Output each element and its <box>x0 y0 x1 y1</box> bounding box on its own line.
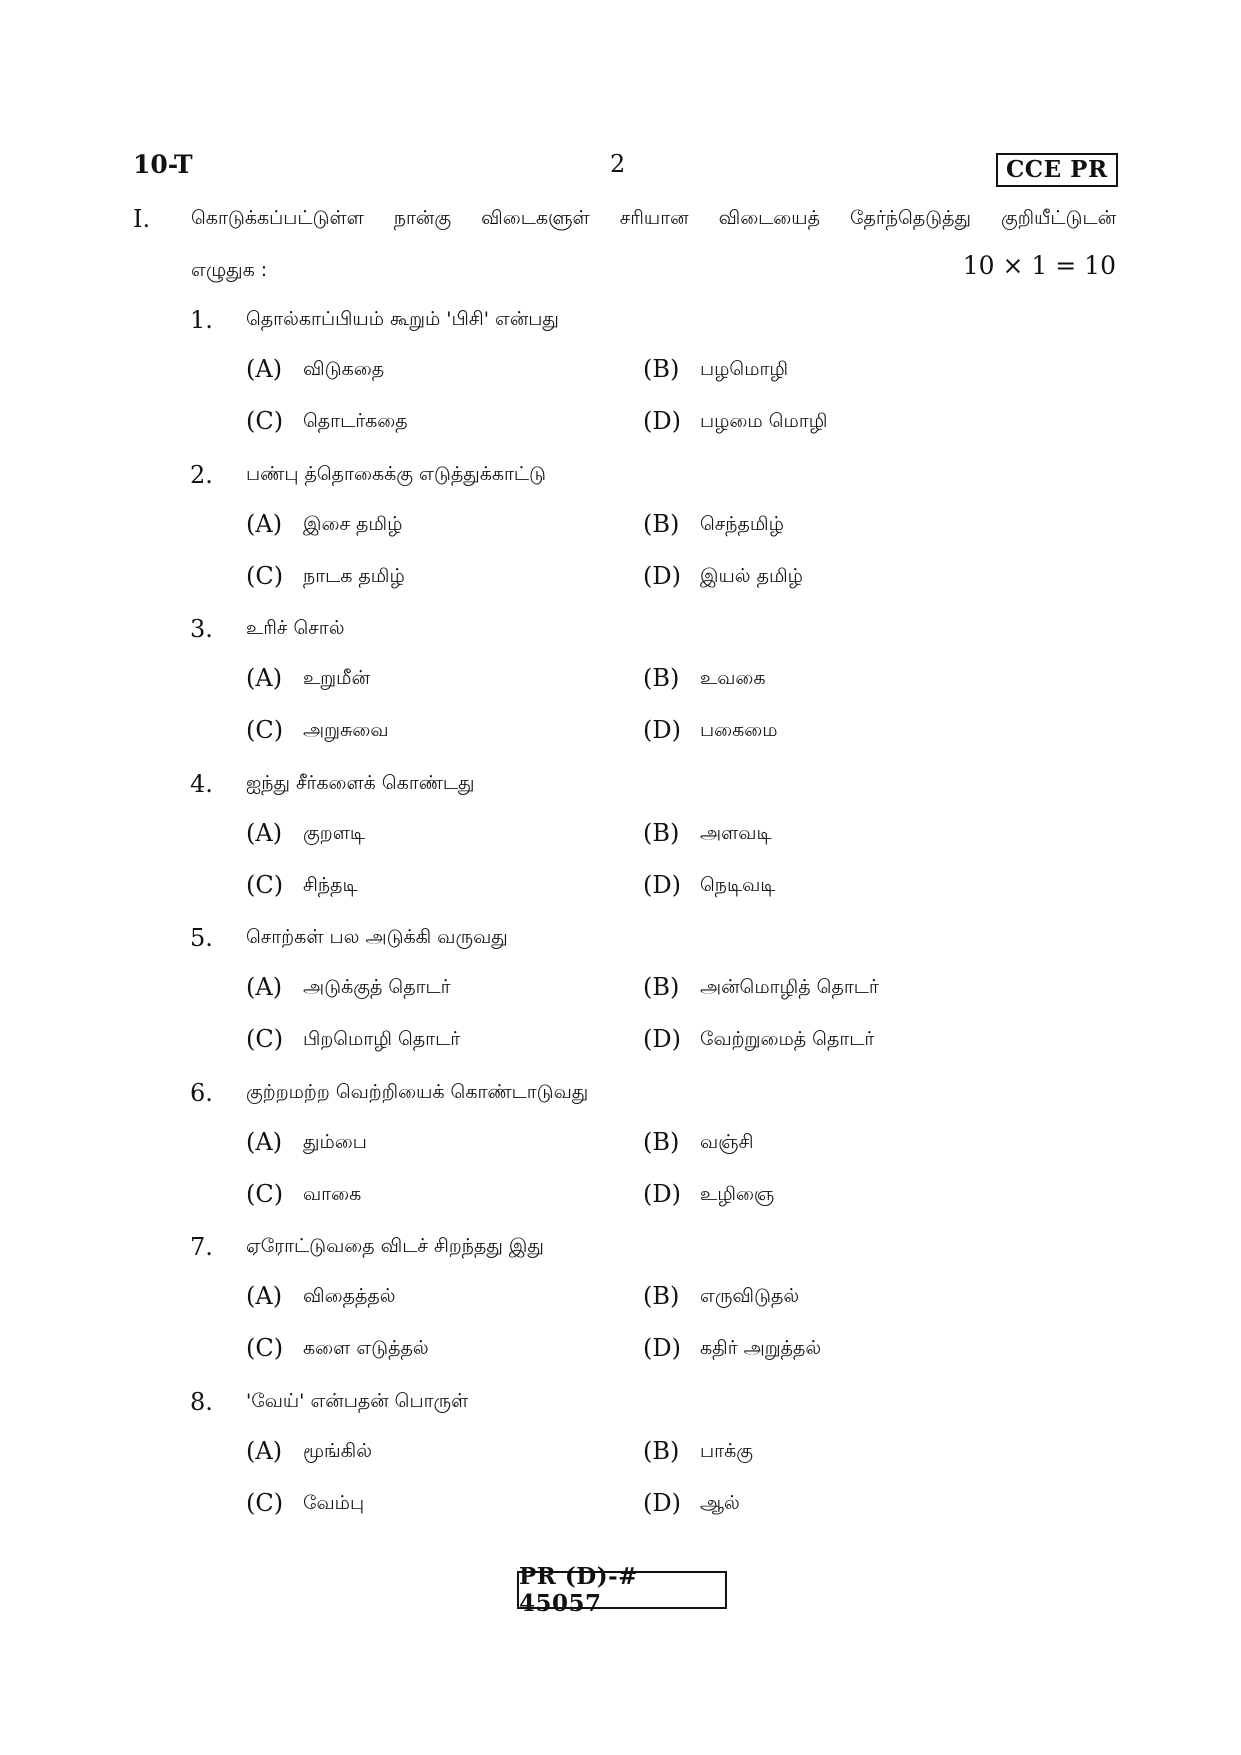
option-text: களை எடுத்தல் <box>303 1337 429 1359</box>
instruction-line-2: எழுதுக : <box>191 259 268 281</box>
page-number: 2 <box>610 150 626 178</box>
question-item <box>0 306 1241 463</box>
option-text: சிந்தடி <box>303 874 358 896</box>
question-item <box>0 924 1241 1081</box>
question-item <box>0 1233 1241 1390</box>
option-text: உறுமீன் <box>303 667 370 689</box>
question-number: 6. <box>190 1079 213 1107</box>
option-text: அளவடி <box>700 822 772 844</box>
option-key: (A) <box>246 1437 283 1465</box>
question-number: 7. <box>190 1233 213 1261</box>
option-key: (C) <box>246 871 284 899</box>
option-text: அடுக்குத் தொடர் <box>303 976 451 998</box>
question-number: 4. <box>190 770 213 798</box>
question-text: 'வேய்' என்பதன் பொருள் <box>246 1390 469 1412</box>
option-key: (A) <box>246 973 283 1001</box>
question-text: தொல்காப்பியம் கூறும் 'பிசி' என்பது <box>246 308 559 330</box>
option-key: (D) <box>643 407 681 435</box>
option-text: எருவிடுதல் <box>700 1285 800 1307</box>
option-text: வாகை <box>303 1183 362 1205</box>
option-key: (D) <box>643 871 681 899</box>
option-text: விதைத்தல் <box>303 1285 396 1307</box>
option-key: (B) <box>643 1128 680 1156</box>
option-text: வேம்பு <box>303 1492 365 1514</box>
option-text: தொடர்கதை <box>303 410 408 432</box>
option-key: (A) <box>246 510 283 538</box>
option-text: நாடக தமிழ் <box>303 565 405 587</box>
option-text: விடுகதை <box>303 358 385 380</box>
option-key: (C) <box>246 1025 284 1053</box>
option-key: (A) <box>246 1282 283 1310</box>
question-item <box>0 615 1241 772</box>
option-key: (C) <box>246 562 284 590</box>
question-number: 8. <box>190 1388 213 1416</box>
question-text: சொற்கள் பல அடுக்கி வருவது <box>246 926 508 948</box>
option-text: இயல் தமிழ் <box>700 565 803 587</box>
section-number: I. <box>133 205 151 233</box>
option-key: (D) <box>643 1025 681 1053</box>
paper-code: 10-T <box>133 150 193 179</box>
option-key: (A) <box>246 664 283 692</box>
option-key: (C) <box>246 1334 284 1362</box>
option-key: (A) <box>246 819 283 847</box>
footer-box-label: PR (D)-# 45057 <box>517 1571 727 1609</box>
option-text: கதிர் அறுத்தல் <box>700 1337 822 1359</box>
option-key: (A) <box>246 1128 283 1156</box>
option-key: (B) <box>643 355 680 383</box>
question-number: 5. <box>190 924 213 952</box>
question-item <box>0 461 1241 618</box>
option-text: பகைமை <box>700 719 778 741</box>
question-number: 3. <box>190 615 213 643</box>
option-text: நெடிவடி <box>700 874 776 896</box>
option-text: வேற்றுமைத் தொடர் <box>700 1028 875 1050</box>
option-text: பழமொழி <box>700 358 789 380</box>
option-key: (A) <box>246 355 283 383</box>
option-key: (D) <box>643 716 681 744</box>
header-box-label: CCE PR <box>996 153 1118 187</box>
option-key: (B) <box>643 819 680 847</box>
option-text: செந்தமிழ் <box>700 513 784 535</box>
option-key: (B) <box>643 510 680 538</box>
option-text: தும்பை <box>303 1131 367 1153</box>
option-key: (D) <box>643 562 681 590</box>
option-key: (B) <box>643 664 680 692</box>
option-text: பாக்கு <box>700 1440 753 1462</box>
option-key: (D) <box>643 1489 681 1517</box>
option-text: உவகை <box>700 667 766 689</box>
option-text: மூங்கில் <box>303 1440 373 1462</box>
option-text: இசை தமிழ் <box>303 513 403 535</box>
marks-allocation: 10 × 1 = 10 <box>962 251 1116 280</box>
option-text: குறளடி <box>303 822 365 844</box>
option-text: அறுசுவை <box>303 719 389 741</box>
question-item <box>0 1079 1241 1236</box>
option-key: (C) <box>246 1489 284 1517</box>
question-text: பண்பு த்தொகைக்கு எடுத்துக்காட்டு <box>246 463 547 485</box>
option-text: வஞ்சி <box>700 1131 754 1153</box>
option-key: (D) <box>643 1334 681 1362</box>
question-number: 1. <box>190 306 213 334</box>
option-text: அன்மொழித் தொடர் <box>700 976 879 998</box>
option-text: பழமை மொழி <box>700 410 828 432</box>
question-item <box>0 770 1241 927</box>
option-key: (C) <box>246 407 284 435</box>
option-key: (B) <box>643 973 680 1001</box>
option-key: (B) <box>643 1282 680 1310</box>
option-key: (C) <box>246 1180 284 1208</box>
question-item <box>0 1388 1241 1545</box>
option-text: உழிஞை <box>700 1183 775 1205</box>
question-text: குற்றமற்ற வெற்றியைக் கொண்டாடுவது <box>246 1081 589 1103</box>
question-number: 2. <box>190 461 213 489</box>
question-text: உரிச் சொல் <box>246 617 345 639</box>
question-text: ஐந்து சீர்களைக் கொண்டது <box>246 772 475 794</box>
instruction-line-1: கொடுக்கப்பட்டுள்ள நான்கு விடைகளுள் சரியான விடையைத் தேர்ந்தெடுத்து குறியீட்டுடன் <box>191 207 1116 229</box>
question-text: ஏரோட்டுவதை விடச் சிறந்தது இது <box>246 1235 544 1257</box>
option-text: பிறமொழி தொடர் <box>303 1028 461 1050</box>
option-text: ஆல் <box>700 1492 740 1514</box>
option-key: (D) <box>643 1180 681 1208</box>
option-key: (B) <box>643 1437 680 1465</box>
option-key: (C) <box>246 716 284 744</box>
